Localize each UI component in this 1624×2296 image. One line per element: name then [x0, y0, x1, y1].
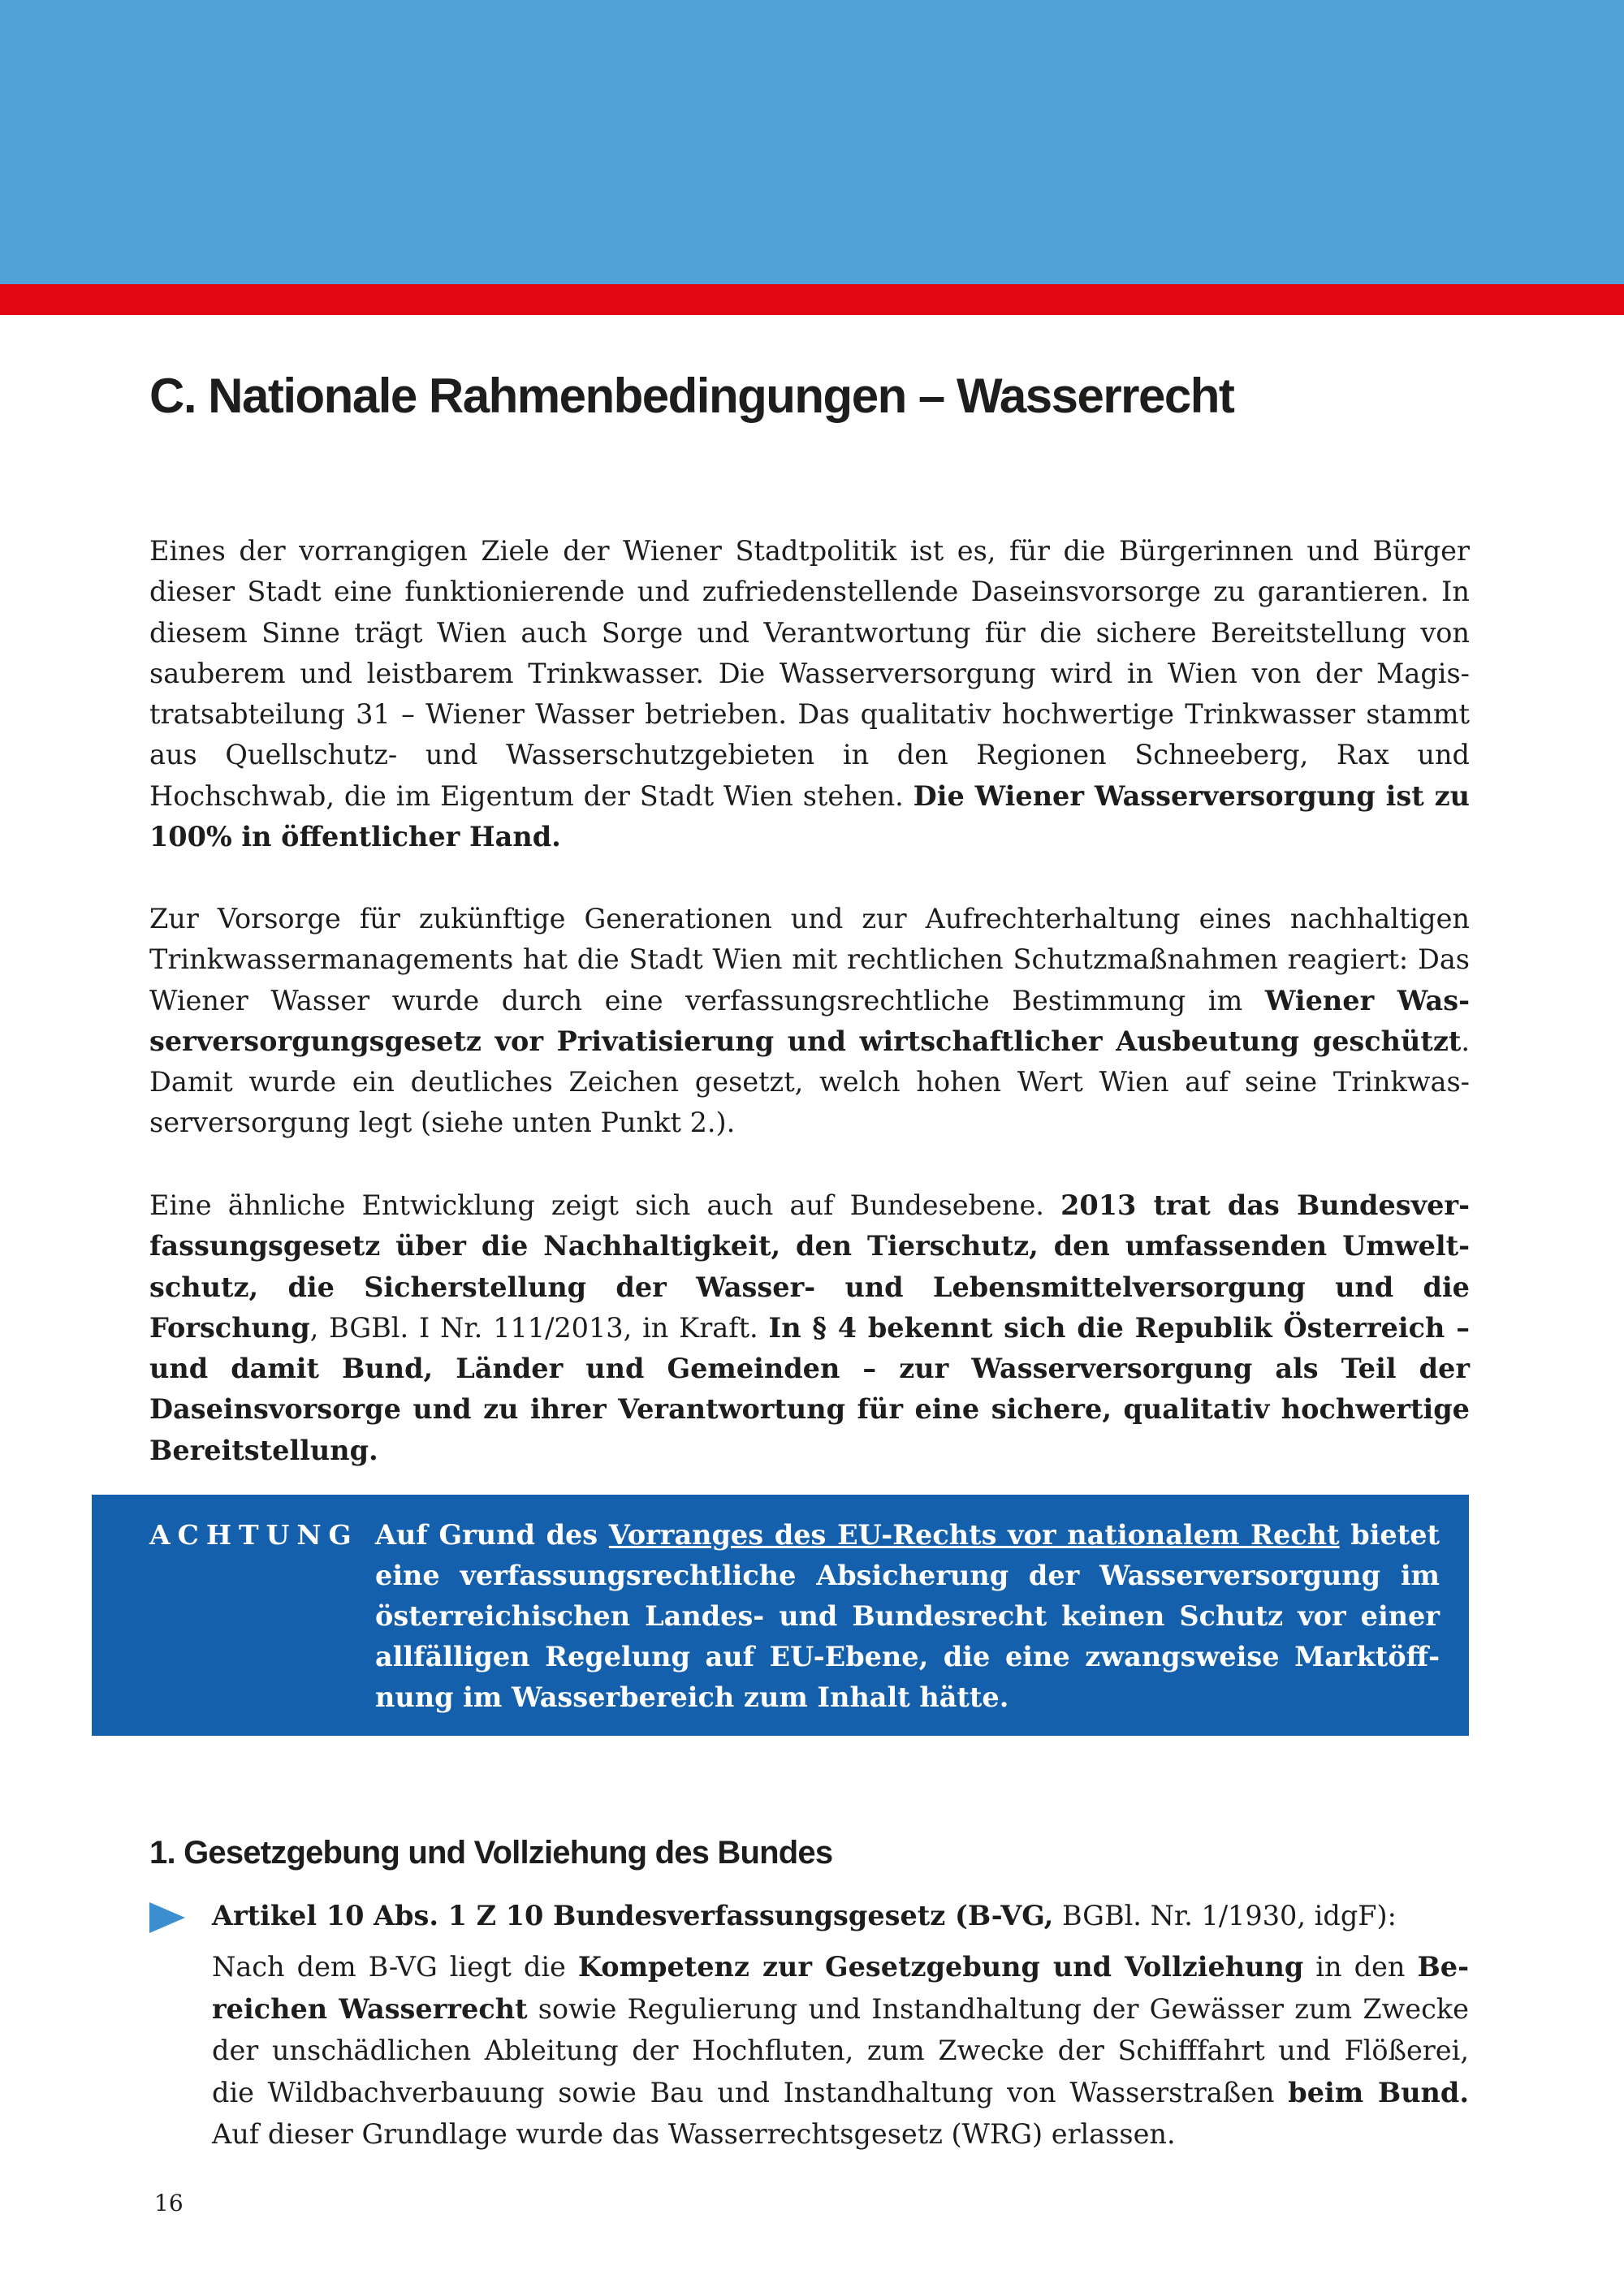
callout-text-pre: Auf Grund des	[375, 1519, 609, 1551]
federal-text: Eine ähnliche Entwicklung zeigt sich auch auf Bundesebene.	[149, 1189, 1061, 1221]
callout-text-post: bietet eine verfassungsrechtliche Absicherung der Wasserversorgung im österreichischen Landes- und Bundesrecht keinen Schutz vor einer allfälligen Regelung auf EU-Ebene, die eine zwangsweise Marktöffnung im Wasserbereich zum Inhalt hätte.	[375, 1519, 1440, 1713]
protection-bold-statement: Wiener Wasserversorgungsgesetz vor Privatisierung und wirtschaftlicher Ausbeutung geschützt	[149, 984, 1470, 1057]
article-body-text-4: Auf dieser Grundlage wurde das Wasserrechtsgesetz (WRG) erlassen.	[212, 2118, 1176, 2150]
section-heading: 1. Gesetzgebung und Vollziehung des Bundes	[149, 1835, 833, 1871]
federal-bold-statement-1: 2013 trat das Bundesverfassungsgesetz über die Nachhaltigkeit, den Tierschutz, den umfassenden Umweltschutz, die Sicherstellung der Wasser- und Lebensmittelversorgung und die Forschung	[149, 1189, 1470, 1344]
article-reference-rest: BGBl. Nr. 1/1930, idgF):	[1053, 1900, 1397, 1931]
callout-label: ACHTUNG	[149, 1519, 359, 1551]
federal-mid-text: , BGBl. I Nr. 111/2013, in Kraft.	[309, 1311, 769, 1344]
header-red-stripe	[0, 284, 1624, 315]
intro-text: Eines der vorrangigen Ziele der Wiener Stadtpolitik ist es, für die Bürgerinnen und Bürger dieser Stadt eine funktionierende und zufriedenstellende Daseinsvorsorge zu garantieren. In diesem Sinne trägt Wien auch Sorge und Verantwortung für die sichere Bereitstellung von sauberem und leistbarem Trinkwasser. Die Wasserversorgung wird in Wien von der Magistratsabteilung 31 – Wiener Wasser betrieben. Das qualitativ hochwertige Trinkwasser stammt aus Quellschutz- und Wasserschutzgebieten in den Regionen Schneeberg, Rax und Hochschwab, die im Eigentum der Stadt Wien stehen.	[149, 535, 1470, 812]
federal-paragraph	[149, 1185, 1470, 1471]
article-body-text-3: sowie Regulierung und Instandhaltung der Gewässer zum Zwecke der unschädlichen Ableitung der Hochfluten, zum Zwecke der Schifffahrt und Flößerei, die Wildbachverbauung sowie Bau und Instandhaltung von Wasserstraßen	[212, 1992, 1469, 2108]
page-title: C. Nationale Rahmenbedingungen – Wasserrecht	[149, 369, 1234, 423]
protection-paragraph	[149, 899, 1470, 1144]
article-reference-bold: Artikel 10 Abs. 1 Z 10 Bundesverfassungsgesetz (B-VG,	[212, 1900, 1054, 1931]
article-reference	[212, 1895, 1471, 1937]
article-body	[212, 1946, 1469, 2156]
page-number: 16	[154, 2190, 184, 2216]
triangle-right-icon	[149, 1902, 185, 1933]
article-body-bold-2: Bereichen Wasserrecht	[212, 1951, 1469, 2025]
callout-underlined-phrase: Vorranges des EU-Rechts vor nationalem Recht	[608, 1519, 1340, 1551]
intro-paragraph	[149, 531, 1470, 857]
article-body-text-2: in den	[1303, 1951, 1418, 1983]
callout-text	[375, 1515, 1440, 1718]
header-band	[0, 0, 1624, 284]
federal-bold-statement-2: In § 4 bekennt sich die Republik Österreich – und damit Bund, Länder und Gemeinden – zur Wasserversorgung als Teil der Daseinsvorsorge und zu ihrer Verantwortung für eine sichere, qualitativ hochwertige Bereitstellung.	[149, 1311, 1470, 1466]
protection-text: Zur Vorsorge für zukünftige Generationen und zur Aufrechterhaltung eines nachhaltigen Trinkwassermanagements hat die Stadt Wien mit rechtlichen Schutzmaßnahmen reagiert: Das Wiener Wasser wurde durch eine verfassungsrechtliche Bestimmung im	[149, 903, 1470, 1016]
achtung-callout-box	[92, 1495, 1469, 1736]
protection-tail: . Damit wurde ein deutliches Zeichen gesetzt, welch hohen Wert Wien auf seine Trinkwasserversorgung legt (siehe unten Punkt 2.).	[149, 1025, 1470, 1139]
article-body-bold-1: Kompetenz zur Gesetzgebung und Vollziehung	[577, 1951, 1304, 1983]
intro-bold-statement: Die Wiener Wasserversorgung ist zu 100% in öffentlicher Hand.	[149, 779, 1470, 853]
article-body-text-1: Nach dem B-VG liegt die	[212, 1951, 578, 1983]
article-body-bold-3: beim Bund.	[1288, 2076, 1469, 2108]
